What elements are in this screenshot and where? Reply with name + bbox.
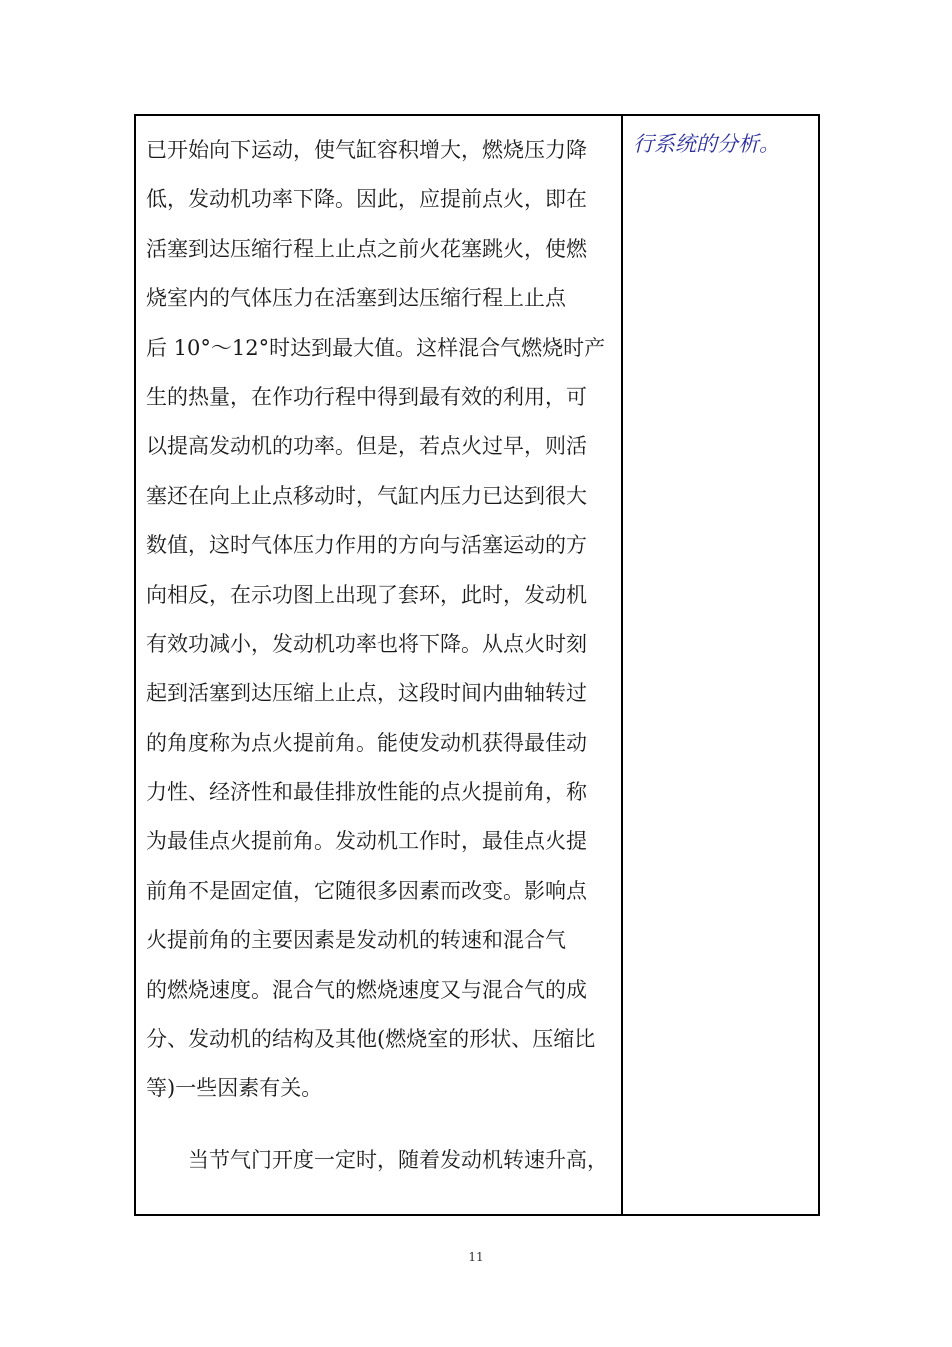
text-line: 分、发动机的结构及其他(燃烧室的形状、压缩比 (146, 1027, 596, 1052)
page-number: 11 (468, 1250, 484, 1264)
text-line: 烧室内的气体压力在活塞到达压缩行程上止点 (146, 286, 566, 311)
next-paragraph-line: 当节气门开度一定时，随着发动机转速升高， (188, 1147, 608, 1172)
side-note: 行系统的分析。 (633, 132, 780, 156)
text-line: 后 10°～12°时达到最大值。这样混合气燃烧时产 (146, 335, 606, 360)
text-line: 为最佳点火提前角。发动机工作时，最佳点火提 (146, 829, 587, 854)
text-line: 活塞到达压缩行程上止点之前火花塞跳火，使燃 (146, 236, 587, 261)
text-line: 塞还在向上止点移动时，气缸内压力已达到很大 (146, 483, 587, 508)
document-table (134, 114, 820, 1216)
text-line: 前角不是固定值，它随很多因素而改变。影响点 (146, 878, 587, 903)
text-line: 已开始向下运动，使气缸容积增大，燃烧压力降 (146, 138, 587, 162)
text-line: 生的热量，在作功行程中得到最有效的利用，可 (146, 384, 587, 409)
side-note-cell (623, 116, 818, 1214)
text-line: 力性、经济性和最佳排放性能的点火提前角，称 (146, 780, 587, 805)
text-line: 低，发动机功率下降。因此，应提前点火，即在 (146, 187, 587, 212)
text-line: 数值，这时气体压力作用的方向与活塞运动的方 (146, 533, 587, 558)
text-line: 向相反，在示功图上出现了套环，此时，发动机 (146, 582, 587, 607)
text-line: 火提前角的主要因素是发动机的转速和混合气 (146, 928, 566, 953)
text-line: 的角度称为点火提前角。能使发动机获得最佳动 (146, 730, 587, 755)
text-line: 起到活塞到达压缩上止点，这段时间内曲轴转过 (146, 681, 587, 706)
text-line: 以提高发动机的功率。但是，若点火过早，则活 (146, 434, 587, 459)
paragraph-gap (146, 1114, 613, 1136)
text-line: 等)一些因素有关。 (146, 1076, 323, 1101)
main-text-cell (136, 116, 621, 1214)
text-line: 有效功减小，发动机功率也将下降。从点火时刻 (146, 631, 587, 656)
text-line: 的燃烧速度。混合气的燃烧速度又与混合气的成 (146, 977, 587, 1002)
